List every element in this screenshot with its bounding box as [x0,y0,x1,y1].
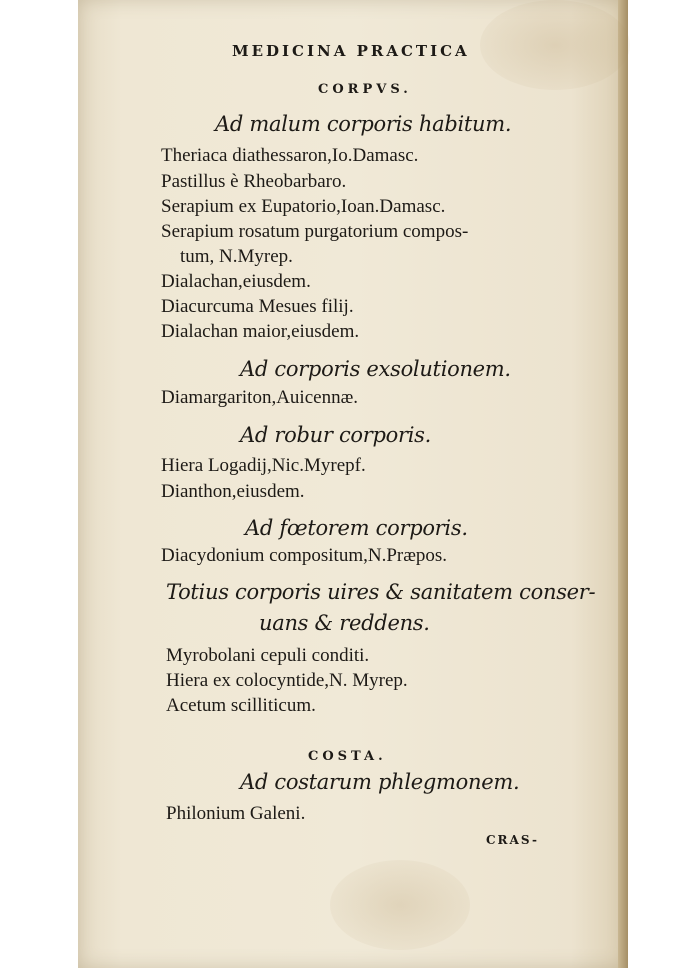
heading-exsolutionem: Ad corporis exsolutionem. [240,357,511,381]
entry: Philonium Galeni. [166,803,306,824]
paper-stain [480,0,630,90]
heading-foetorem: Ad fœtorem corporis. [245,516,468,540]
section-title-costa: COSTA. [308,749,387,764]
heading-totius-corporis: Totius corporis uires & sanitatem conser- [166,580,596,604]
entry: Dialachan maior,eiusdem. [161,321,360,342]
entry: Dialachan,eiusdem. [161,271,311,292]
running-head: MEDICINA PRACTICA [232,42,470,60]
entry: Myrobolani cepuli conditi. [166,645,370,666]
entry: Acetum scilliticum. [166,695,316,716]
entry: Diamargariton,Auicennæ. [161,387,358,408]
entry: Pastillus è Rheobarbaro. [161,171,347,192]
page-edge [618,0,628,968]
heading-costarum: Ad costarum phlegmonem. [240,770,520,794]
section-title-corpus: CORPVS. [318,82,412,97]
heading-malum-habitum: Ad malum corporis habitum. [215,112,512,136]
entry-continuation: tum, N.Myrep. [180,246,293,267]
entry: Hiera Logadij,Nic.Myrepf. [161,455,366,476]
entry: Hiera ex colocyntide,N. Myrep. [166,670,408,691]
catchword: CRAS- [486,833,539,847]
heading-robur: Ad robur corporis. [240,423,431,447]
entry: Serapium ex Eupatorio,Ioan.Damasc. [161,196,446,217]
entry: Serapium rosatum purgatorium compos- [161,221,469,242]
entry: Theriaca diathessaron,Io.Damasc. [161,145,419,166]
entry: Dianthon,eiusdem. [161,481,305,502]
heading-continuation: uans & reddens. [259,611,430,635]
paper-stain [330,860,470,950]
entry: Diacurcuma Mesues filij. [161,296,354,317]
entry: Diacydonium compositum,N.Præpos. [161,545,448,566]
